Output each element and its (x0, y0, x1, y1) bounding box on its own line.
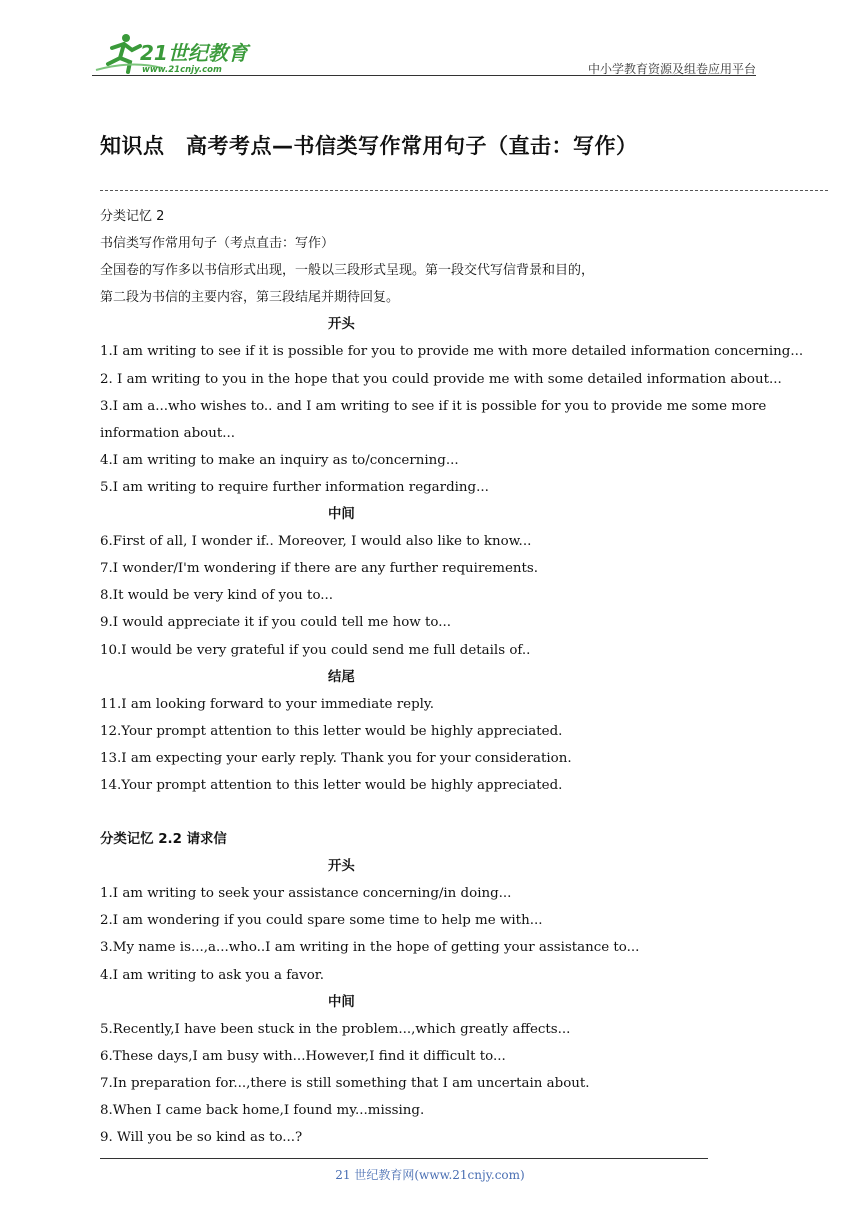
list-item: 11.I am looking forward to your immediate reply. (100, 696, 434, 712)
header-platform-text: 中小学教育资源及组卷应用平台 (587, 62, 756, 76)
footer-rule (100, 1158, 708, 1159)
list-item: 9. Will you be so kind as to...? (100, 1130, 303, 1146)
list-item: 7.In preparation for...,there is still something that I am uncertain about. (100, 1075, 590, 1091)
list-item: 2. I am writing to you in the hope that you could provide me with some detailed information about... (100, 371, 782, 387)
list-item: 4.I am writing to ask you a favor. (100, 967, 324, 983)
spacer (100, 799, 760, 826)
section1-heading-open: 开头 (328, 317, 355, 333)
section2-heading-middle: 中间 (328, 994, 355, 1010)
list-item: 1.I am writing to seek your assistance concerning/in doing... (100, 886, 512, 902)
section2-heading-open: 开头 (328, 859, 355, 875)
list-item: information about... (100, 425, 236, 441)
page-header (92, 30, 756, 76)
section1-intro-1: 全国卷的写作多以书信形式出现，一般以三段形式呈现。第一段交代写信背景和目的， (100, 263, 595, 279)
list-item: 12.Your prompt attention to this letter would be highly appreciated. (100, 723, 563, 739)
list-item: 3.My name is...,a...who..I am writing in the hope of getting your assistance to... (100, 940, 640, 956)
svg-text:21世纪教育: 21世纪教育 (140, 41, 248, 65)
list-item: 10.I would be very grateful if you could send me full details of.. (100, 642, 531, 658)
section1-label: 分类记忆 2 (100, 209, 165, 224)
list-item: 8.It would be very kind of you to... (100, 588, 334, 604)
list-item: 7.I wonder/I'm wondering if there are any further requirements. (100, 561, 539, 577)
main-content (100, 203, 804, 1151)
list-item: 3.I am a...who wishes to.. and I am writing to see if it is possible for you to provide me some more (100, 398, 767, 414)
header-rule (92, 75, 756, 76)
section1-subtitle: 书信类写作常用句子（考点直击：写作） (100, 236, 335, 252)
list-item: 6.These days,I am busy with...However,I find it difficult to... (100, 1048, 506, 1064)
section2-label: 分类记忆 2.2 请求信 (100, 832, 227, 848)
list-item: 13.I am expecting your early reply. Thank you for your consideration. (100, 750, 572, 766)
svg-text:www.21cnjy.com: www.21cnjy.com (142, 65, 222, 75)
page-title: 知识点 高考考点—书信类写作常用句子（直击：写作） (100, 134, 638, 158)
list-item: 8.When I came back home,I found my...missing. (100, 1103, 425, 1118)
list-item: 9.I would appreciate it if you could tell me how to... (100, 615, 451, 631)
footer-link[interactable]: 21 世纪教育网(www.21cnjy.com) (335, 1168, 525, 1182)
section1-heading-end: 结尾 (328, 669, 355, 685)
list-item: 5.Recently,I have been stuck in the problem...,which greatly affects... (100, 1021, 571, 1037)
logo-icon (92, 30, 262, 76)
list-item: 2.I am wondering if you could spare some time to help me with... (100, 913, 543, 929)
list-item: 4.I am writing to make an inquiry as to/concerning... (100, 452, 459, 468)
section1-heading-middle: 中间 (328, 507, 355, 523)
section1-intro-2: 第二段为书信的主要内容，第三段结尾并期待回复。 (100, 290, 400, 306)
list-item: 1.I am writing to see if it is possible for you to provide me with more detailed information concerning... (100, 344, 804, 360)
list-item: 14.Your prompt attention to this letter would be highly appreciated. (100, 777, 563, 793)
list-item: 6.First of all, I wonder if.. Moreover, I would also like to know... (100, 534, 532, 550)
dashed-divider (100, 190, 828, 191)
list-item: 5.I am writing to require further information regarding... (100, 479, 489, 495)
